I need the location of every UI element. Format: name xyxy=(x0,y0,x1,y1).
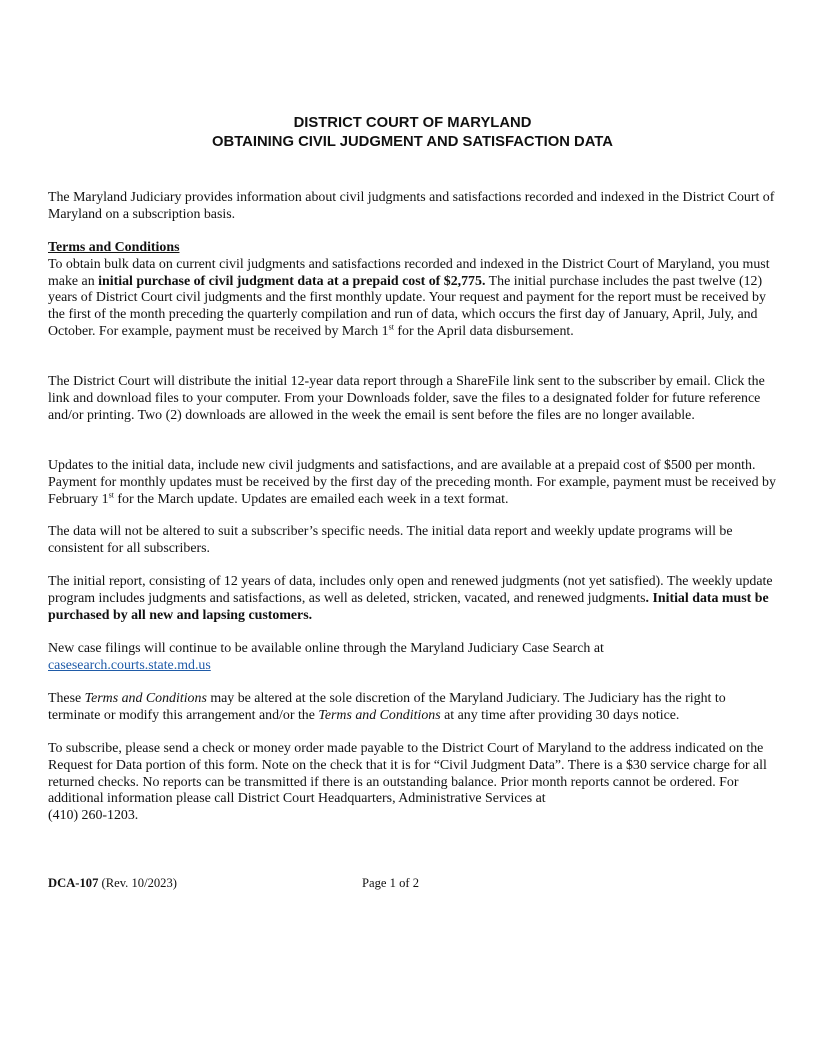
initial-report-bold: . Initial data must be purchased by all new and lapsing customers. xyxy=(48,590,769,623)
discretion-italic-1: Terms and Conditions xyxy=(84,691,207,706)
form-code: DCA-107 xyxy=(48,876,99,890)
terms-text-c: for the April data disbursement. xyxy=(393,323,574,339)
terms-text-b: The initial purchase includes the past twelve (12) years of District Court civil judgments and the first monthly update. Your request and payment for the report must be received by the first of the month preceding the quarterly compilation and run of data, which occurs the first day of January, April, July, and October. For example, payment must be received by March 1 xyxy=(48,273,766,339)
intro-paragraph: The Maryland Judiciary provides information about civil judgments and satisfactions recorded and indexed in the District Court of Maryland on a subscription basis. xyxy=(48,190,775,222)
title-line-1: DISTRICT COURT OF MARYLAND xyxy=(293,115,532,131)
discretion-italic-2: Terms and Conditions xyxy=(318,707,441,723)
page-number: Page 1 of 2 xyxy=(362,876,420,890)
discretion-text-a: These xyxy=(48,691,85,706)
terms-text-a: To obtain bulk data on current civil judgments and satisfactions recorded and indexed in the District Court of Maryland, you must make an xyxy=(48,256,770,289)
discretion-paragraph xyxy=(48,691,777,725)
subscribe-paragraph xyxy=(48,741,777,825)
title-line-2: OBTAINING CIVIL JUDGMENT AND SATISFACTION DATA xyxy=(212,134,613,150)
case-search-text: New case filings will continue to be available online through the Maryland Judiciary Case Search at xyxy=(48,641,604,656)
terms-heading: Terms and Conditions xyxy=(48,240,180,255)
page-title xyxy=(48,114,777,152)
form-revision: (Rev. 10/2023) xyxy=(98,876,177,890)
updates-paragraph xyxy=(48,458,777,508)
subscribe-text: To subscribe, please send a check or money order made payable to the District Court of Maryland to the address indicated on the Request for Data portion of this form. Note on the check that it is for “Civil Judgment Data”. There is a $30 service charge for all returned checks. No reports can be transmitted if there is an outstanding balance. Prior month reports cannot be ordered. For additional information please call District Court Headquarters, Administrative Services at xyxy=(48,741,767,807)
initial-report-paragraph xyxy=(48,574,777,624)
initial-report-text: The initial report, consisting of 12 years of data, includes only open and renewed judgments (not yet satisfied). The weekly update program includes judgments and satisfactions, as well as deleted, stricken, vacated, and renewed judgments xyxy=(48,574,773,606)
updates-text-sup: st xyxy=(108,489,114,499)
page-footer xyxy=(48,875,777,891)
updates-text-a: Updates to the initial data, include new civil judgments and satisfactions, and are available at a prepaid cost of $500 per month. Payment for monthly updates must be received by the first day of the preceding month. For example, payment must be received by February 1 xyxy=(48,458,776,507)
terms-section xyxy=(48,240,777,341)
case-search-paragraph xyxy=(48,641,777,675)
consistency-paragraph: The data will not be altered to suit a subscriber’s specific needs. The initial data report and weekly update programs will be consistent for all subscribers. xyxy=(48,524,733,556)
updates-text-b: for the March update. Updates are emailed each week in a text format. xyxy=(113,491,509,507)
case-search-link[interactable]: casesearch.courts.state.md.us xyxy=(48,657,211,673)
terms-text-sup: st xyxy=(388,322,394,332)
terms-text-bold: initial purchase of civil judgment data at a prepaid cost of $2,775. xyxy=(98,273,486,289)
distribution-paragraph: The District Court will distribute the initial 12-year data report through a ShareFile link sent to the subscriber by email. Click the link and download files to your computer. From your Downloads folder, save the files to a designated folder for future reference and/or printing. Two (2) downloads are allowed in the week the email is sent before the files are no longer available. xyxy=(48,374,765,423)
discretion-text-c: at any time after providing 30 days notice. xyxy=(440,707,680,723)
phone-number: (410) 260-1203. xyxy=(48,808,139,824)
discretion-text-b: may be altered at the sole discretion of the Maryland Judiciary. The Judiciary has the right to terminate or modify this arrangement and/or the xyxy=(48,691,726,723)
